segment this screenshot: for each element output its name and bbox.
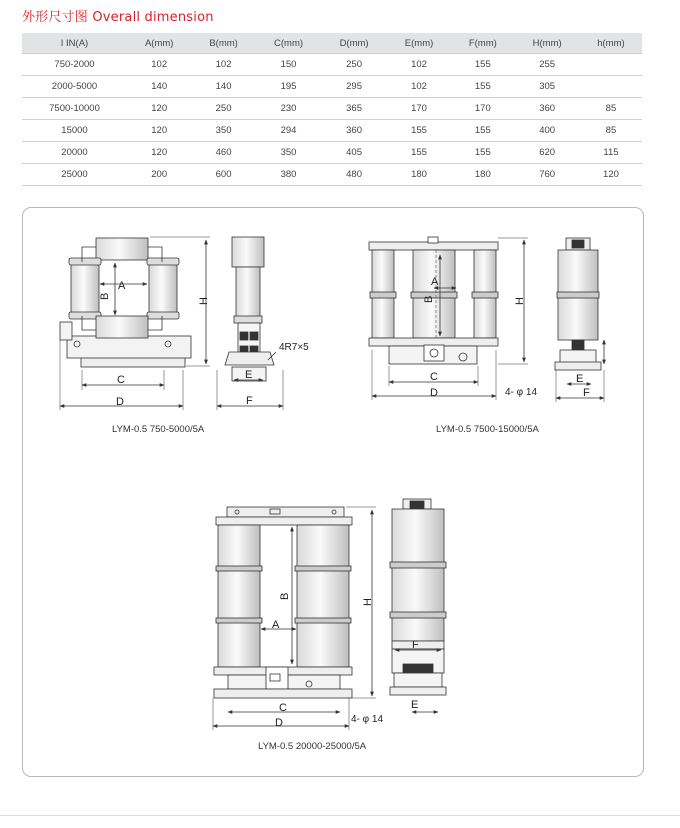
- table-cell: 195: [256, 76, 322, 98]
- col-header: I IN(A): [22, 33, 127, 54]
- dim-c-label: C: [430, 371, 438, 383]
- table-cell: 400: [514, 120, 580, 142]
- dim-b-label: B: [279, 592, 291, 600]
- table-cell: 155: [387, 142, 451, 164]
- table-cell: 120: [127, 142, 191, 164]
- dim-d-label: D: [116, 396, 124, 408]
- table-cell: 102: [387, 76, 451, 98]
- dim-a-label: A: [272, 619, 280, 631]
- table-cell: 230: [256, 98, 322, 120]
- dim-h-label: H: [198, 297, 210, 305]
- drawing-750-5000: [60, 237, 210, 410]
- drawing-750-5000-side: [217, 237, 283, 410]
- col-header: A(mm): [127, 33, 191, 54]
- table-cell: 120: [127, 98, 191, 120]
- page-title: 外形尺寸图 Overall dimension: [22, 10, 214, 25]
- drawing-caption: LYM-0.5 20000-25000/5A: [258, 741, 367, 752]
- drawing-caption: LYM-0.5 750-5000/5A: [112, 424, 205, 435]
- drawing-7500-15000: [369, 237, 528, 400]
- dim-c-label: C: [279, 702, 287, 714]
- hole-label: 4R7×5: [279, 342, 309, 353]
- hole-label: 4- φ 14: [351, 714, 384, 725]
- table-cell: 155: [451, 142, 514, 164]
- table-cell: 2000-5000: [22, 76, 127, 98]
- table-cell: 255: [514, 54, 580, 76]
- table-cell: 405: [321, 142, 387, 164]
- table-cell: 305: [514, 76, 580, 98]
- table-cell: 360: [321, 120, 387, 142]
- table-cell: 155: [387, 120, 451, 142]
- table-cell: 7500-10000: [22, 98, 127, 120]
- table-cell: 115: [580, 142, 642, 164]
- table-cell: 155: [451, 54, 514, 76]
- table-cell: 350: [256, 142, 322, 164]
- dim-h-label: H: [362, 598, 374, 606]
- drawing-caption: LYM-0.5 7500-15000/5A: [436, 424, 539, 435]
- table-cell: 102: [191, 54, 255, 76]
- table-cell: 85: [580, 98, 642, 120]
- footer-divider: [0, 815, 680, 816]
- table-cell: 760: [514, 164, 580, 186]
- col-header: F(mm): [451, 33, 514, 54]
- dim-a-label: A: [431, 276, 439, 288]
- hole-label: 4- φ 14: [505, 387, 538, 398]
- table-cell: 350: [191, 120, 255, 142]
- col-header: H(mm): [514, 33, 580, 54]
- table-cell: 750-2000: [22, 54, 127, 76]
- table-cell: 250: [191, 98, 255, 120]
- table-cell: 170: [387, 98, 451, 120]
- drawing-20000-25000-side: [390, 499, 446, 712]
- table-cell: 600: [191, 164, 255, 186]
- col-header: E(mm): [387, 33, 451, 54]
- table-cell: 150: [256, 54, 322, 76]
- col-header: B(mm): [191, 33, 255, 54]
- col-header: C(mm): [256, 33, 322, 54]
- table-cell: 200: [127, 164, 191, 186]
- drawing-20000-25000: [213, 507, 376, 730]
- table-cell: 102: [387, 54, 451, 76]
- dim-d-label: D: [430, 387, 438, 399]
- dim-f-label: F: [583, 387, 590, 399]
- dim-e-label: E: [576, 373, 584, 385]
- dim-h-label: H: [514, 297, 526, 305]
- table-cell: 155: [451, 120, 514, 142]
- table-cell: 170: [451, 98, 514, 120]
- table-cell: 460: [191, 142, 255, 164]
- table-cell: 380: [256, 164, 322, 186]
- table-cell: 120: [127, 120, 191, 142]
- dim-a-label: A: [118, 280, 126, 292]
- table-cell: 102: [127, 54, 191, 76]
- table-cell: 250: [321, 54, 387, 76]
- col-header: D(mm): [321, 33, 387, 54]
- table-cell: 140: [127, 76, 191, 98]
- table-cell: 480: [321, 164, 387, 186]
- table-cell: 25000: [22, 164, 127, 186]
- dim-e-label: E: [411, 699, 419, 711]
- table-cell: 620: [514, 142, 580, 164]
- table-cell: 365: [321, 98, 387, 120]
- table-cell: 140: [191, 76, 255, 98]
- dim-f-label: F: [412, 639, 419, 651]
- table-cell: 294: [256, 120, 322, 142]
- col-header: h(mm): [580, 33, 642, 54]
- table-cell: 155: [451, 76, 514, 98]
- dim-d-label: D: [275, 717, 283, 729]
- table-cell: 180: [387, 164, 451, 186]
- table-cell: 180: [451, 164, 514, 186]
- table-cell: 360: [514, 98, 580, 120]
- dim-c-label: C: [117, 374, 125, 386]
- table-cell: 15000: [22, 120, 127, 142]
- table-cell: 85: [580, 120, 642, 142]
- dim-e-label: E: [245, 369, 253, 381]
- table-cell: 295: [321, 76, 387, 98]
- dim-b-label: B: [99, 292, 111, 300]
- dim-b-label: B: [423, 295, 435, 303]
- table-cell: 20000: [22, 142, 127, 164]
- dim-f-label: F: [246, 395, 253, 407]
- table-cell: 120: [580, 164, 642, 186]
